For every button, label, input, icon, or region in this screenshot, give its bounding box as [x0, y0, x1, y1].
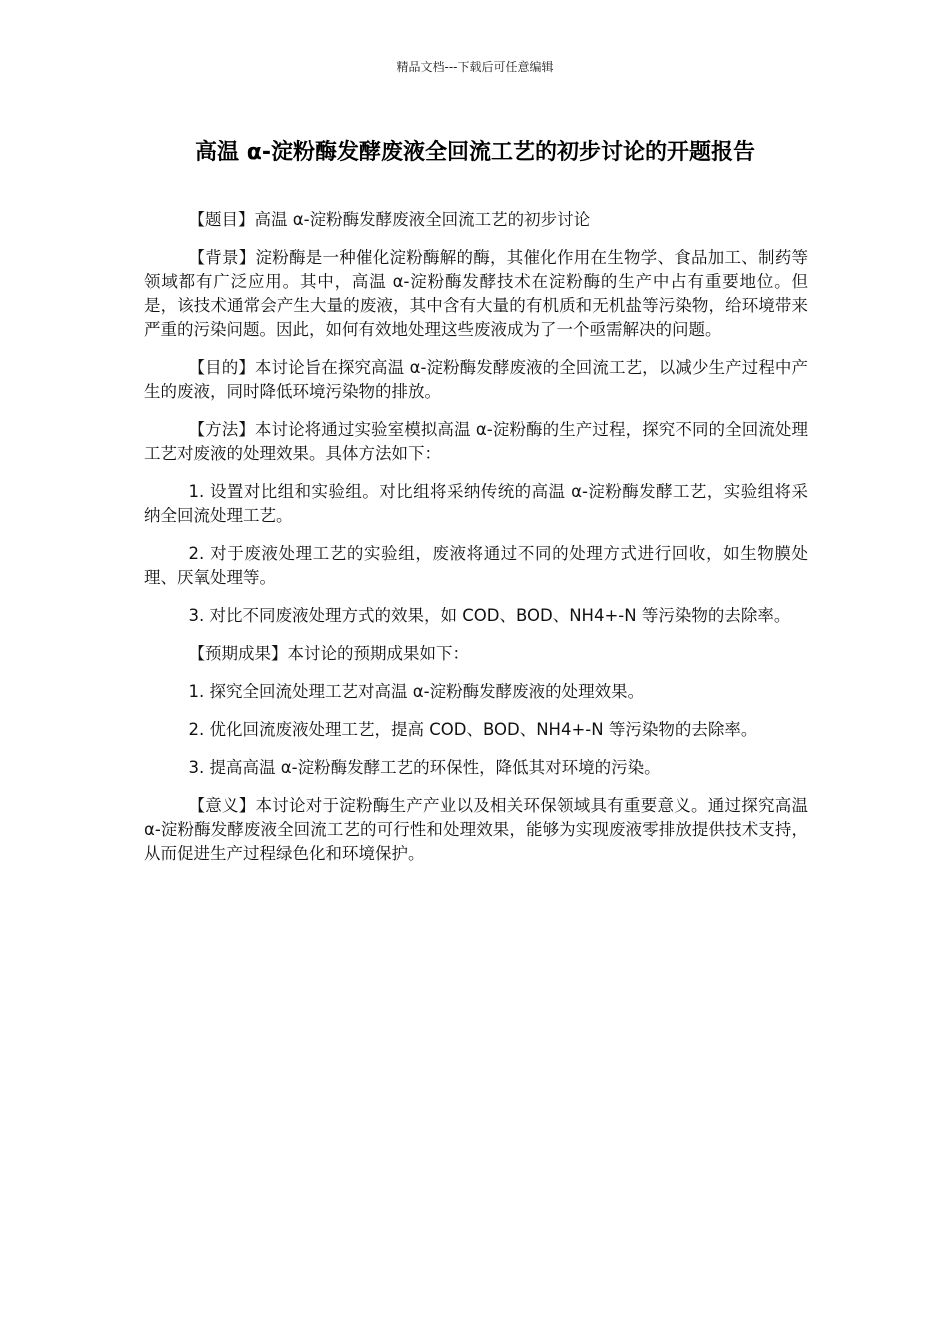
- method-item-1: 1. 设置对比组和实验组。对比组将采纳传统的高温 α-淀粉酶发酵工艺，实验组将采纳全回流处理工艺。: [144, 482, 808, 525]
- paragraph-method: 【方法】本讨论将通过实验室模拟高温 α-淀粉酶的生产过程，探究不同的全回流处理工艺对废液的处理效果。具体方法如下：: [144, 420, 808, 463]
- method-item-3: 3. 对比不同废液处理方式的效果，如 COD、BOD、NH4+-N 等污染物的去除率。: [188, 606, 791, 625]
- paragraph-significance: 【意义】本讨论对于淀粉酶生产产业以及相关环保领域具有重要意义。通过探究高温 α-淀粉酶发酵废液全回流工艺的可行性和处理效果，能够为实现废液零排放提供技术支持，从而促进生产过程绿色化和环境保护。: [144, 796, 808, 863]
- paragraph-topic: 【题目】高温 α-淀粉酶发酵废液全回流工艺的初步讨论: [188, 210, 591, 229]
- paragraph-expected-results: 【预期成果】本讨论的预期成果如下：: [188, 644, 470, 663]
- method-item-2: 2. 对于废液处理工艺的实验组，废液将通过不同的处理方式进行回收，如生物膜处理、厌氧处理等。: [144, 544, 808, 587]
- result-item-1: 1. 探究全回流处理工艺对高温 α-淀粉酶发酵废液的处理效果。: [188, 682, 645, 701]
- paragraph-purpose: 【目的】本讨论旨在探究高温 α-淀粉酶发酵废液的全回流工艺，以减少生产过程中产生的废液，同时降低环境污染物的排放。: [144, 358, 808, 401]
- paragraph-background: 【背景】淀粉酶是一种催化淀粉酶解的酶，其催化作用在生物学、食品加工、制药等领域都有广泛应用。其中，高温 α-淀粉酶发酵技术在淀粉酶的生产中占有重要地位。但是，该技术通常会产生大量的废液，其中含有大量的有机质和无机盐等污染物，给环境带来严重的污染问题。因此，如何有效地处理这些废液成为了一个亟需解决的问题。: [144, 248, 808, 339]
- document-title: 高温 α-淀粉酶发酵废液全回流工艺的初步讨论的开题报告: [195, 140, 755, 165]
- document-body: [144, 208, 808, 880]
- header-note: 精品文档---下载后可任意编辑: [396, 60, 554, 74]
- result-item-3: 3. 提高高温 α-淀粉酶发酵工艺的环保性，降低其对环境的污染。: [188, 758, 661, 777]
- result-item-2: 2. 优化回流废液处理工艺，提高 COD、BOD、NH4+-N 等污染物的去除率。: [188, 720, 758, 739]
